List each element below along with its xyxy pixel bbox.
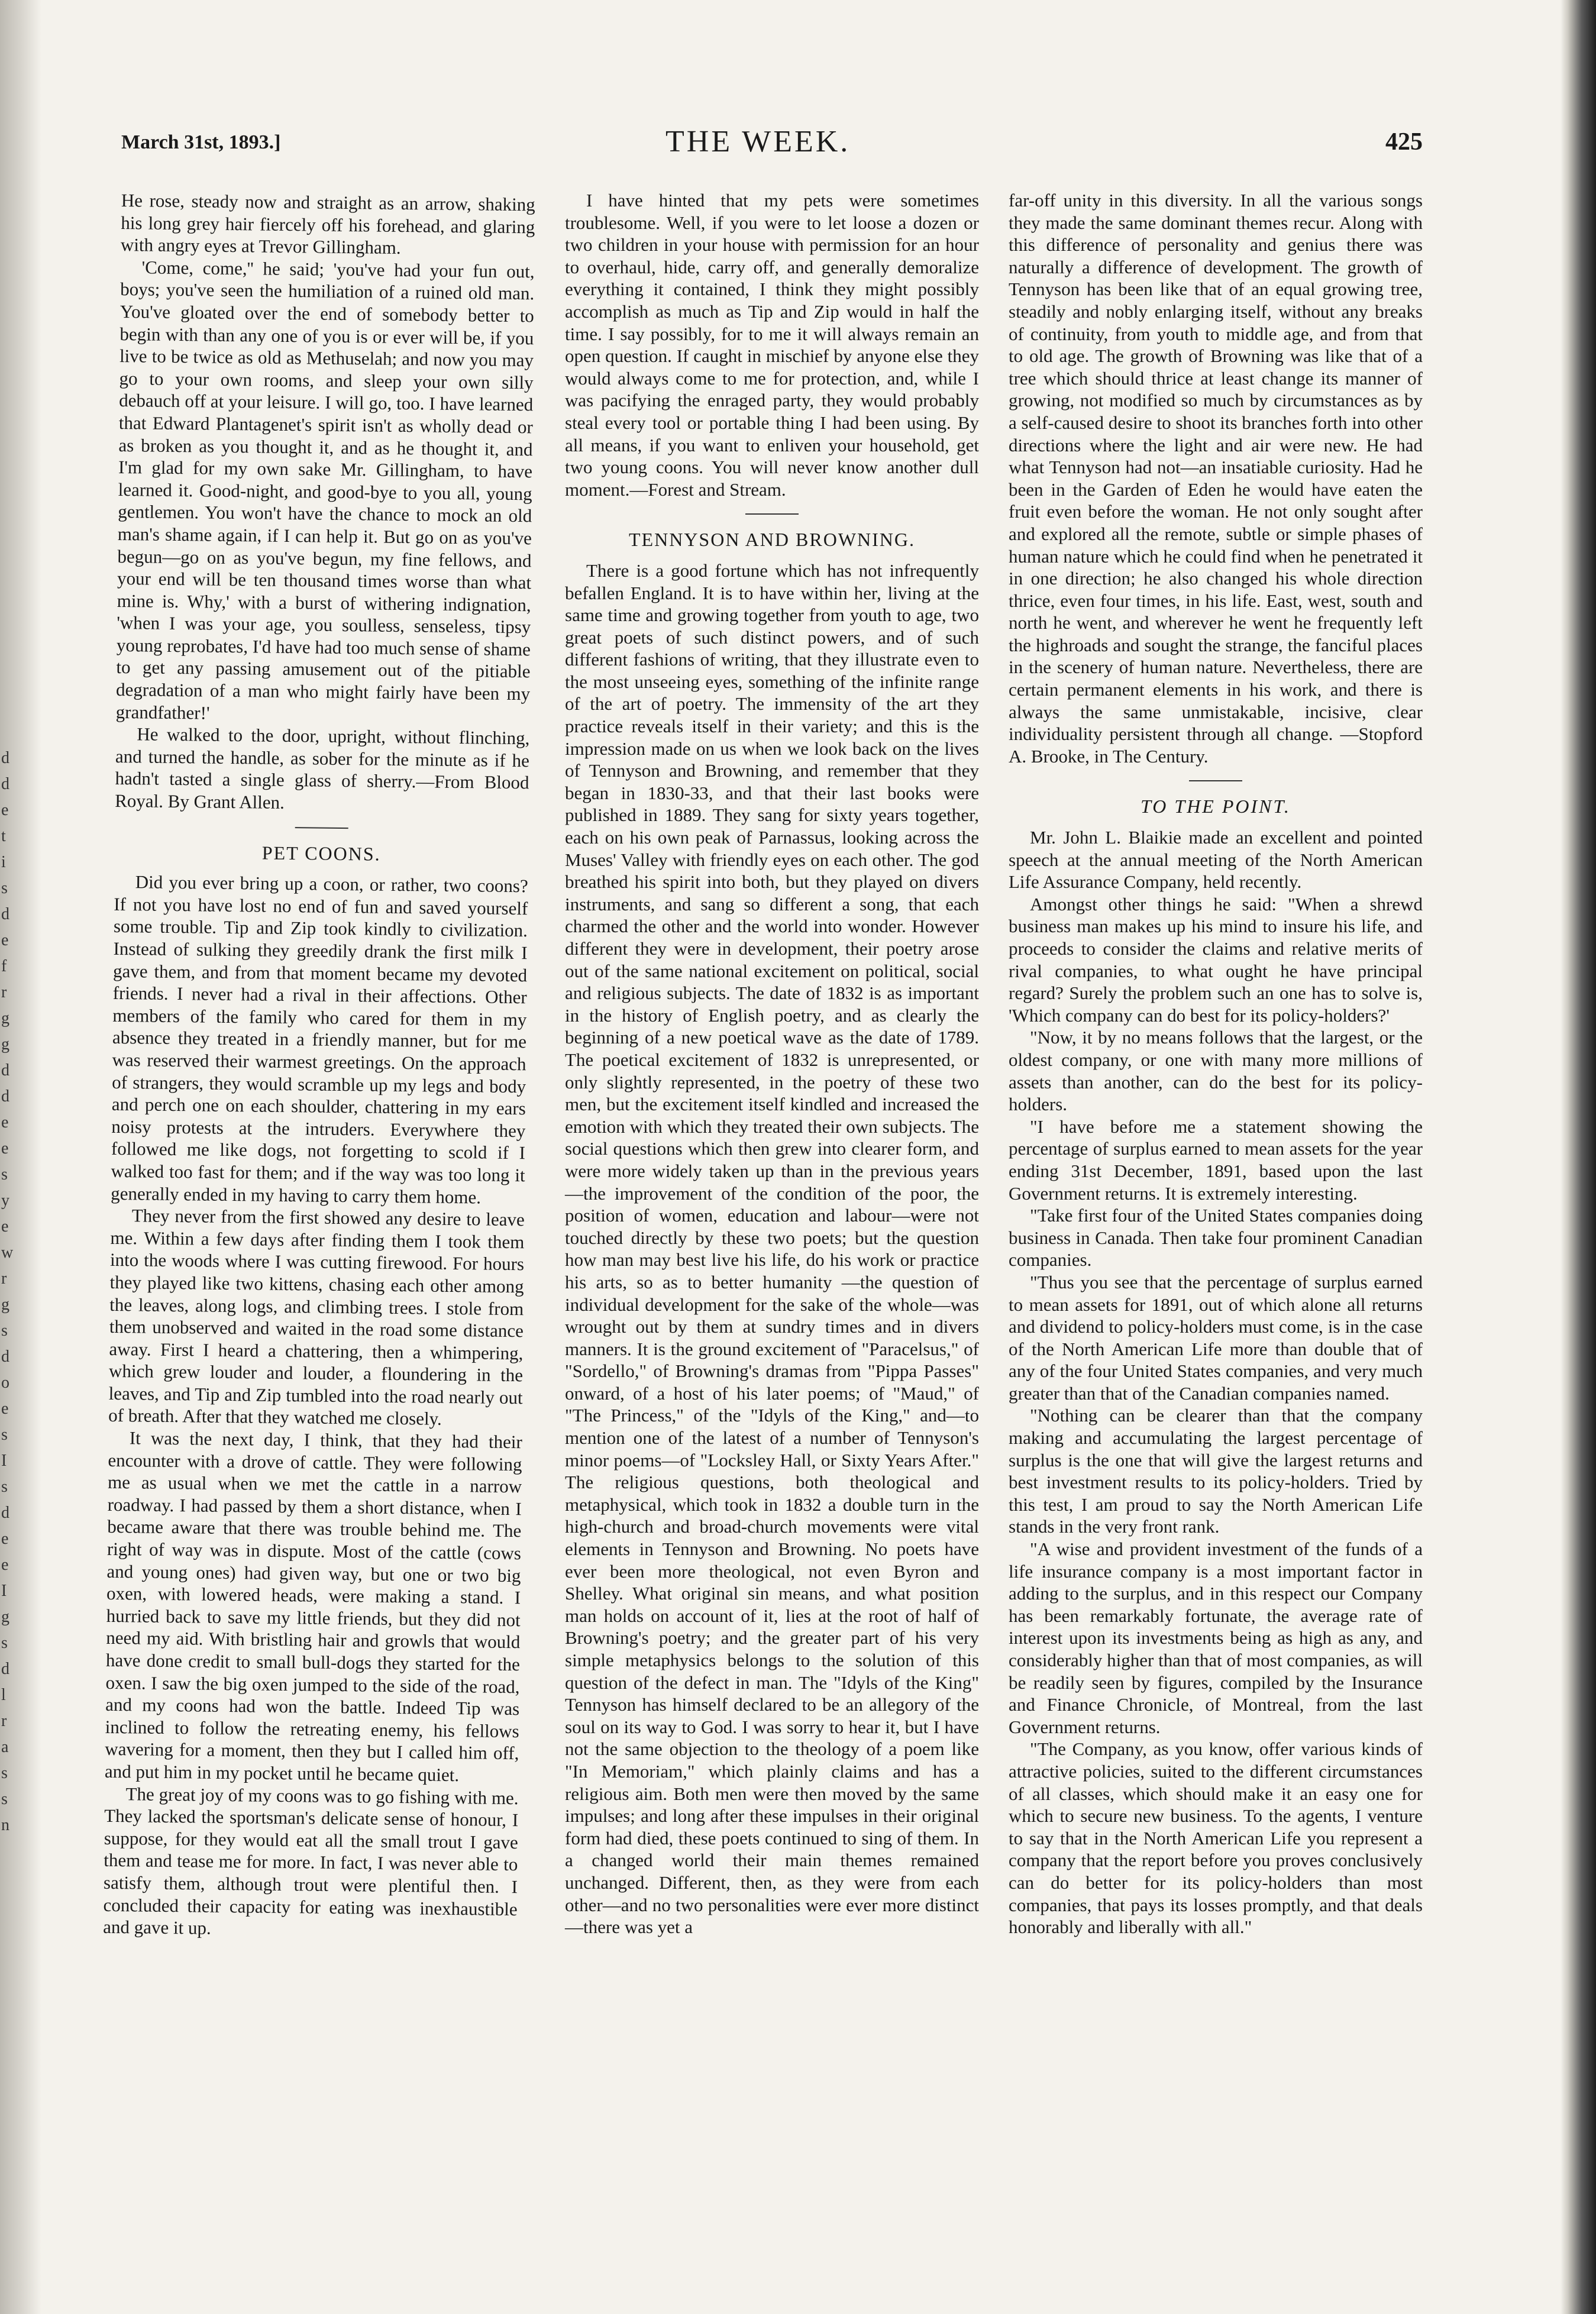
paragraph: far-off unity in this diversity. In all the various songs they made the same dominant themes recur. Along with this difference of personality and genius there was naturally a difference of development. The growth of Tennyson has been like that of an equal growing tree, steadily and nobly enlarging itself, without any breaks of continuity, from youth to middle age, and from that to old age. The growth of Browning was like that of a tree which should thrice at least change its manner of growing, not modified so much by circumstances as by a self-caused desire to shoot its branches forth into other directions where the light and air were new. He had what Tennyson had not—an insatiable curiosity. Had he been in the Garden of Eden he would have eaten the fruit even before the woman. He not only sought after and explored all the remote, subtle or simple phases of human nature which he could find when he penetrated it in one direction; he also changed his whole direction thrice, even four times, in his life. East, west, south and north he went, and wherever he went he frequently left the highroads and sought the strange, the fanciful places in the scenery of human nature. Nevertheless, there are certain permanent elements in his work, and there is always the same unmistakable, incisive, clear individuality persistent through all change. —Stopford A. Brooke, in The Century. (1009, 190, 1423, 767)
margin-letter: e (1, 1556, 9, 1574)
paragraph: "Now, it by no means follows that the largest, or the oldest company, or one with many more millions of assets than another, can do the best for its policy-holders. (1009, 1027, 1423, 1115)
facing-page-margin-text (1, 745, 19, 1838)
pet-coons-continuation (565, 189, 979, 500)
margin-letter: i (1, 853, 6, 871)
section-divider (745, 513, 799, 515)
margin-letter: g (1, 1035, 9, 1053)
margin-letter: d (1, 749, 9, 767)
margin-letter: d (1, 1087, 9, 1106)
margin-letter: s (1, 1790, 8, 1808)
section-divider (1189, 780, 1242, 781)
margin-letter: e (1, 1139, 9, 1158)
margin-letter: d (1, 1347, 9, 1366)
margin-letter: g (1, 1295, 9, 1314)
margin-letter: I (1, 1452, 7, 1470)
margin-letter: g (1, 1009, 9, 1027)
column-3 (1009, 189, 1423, 1938)
margin-letter: t (1, 827, 6, 845)
margin-letter: e (1, 1217, 9, 1236)
margin-letter: d (1, 775, 9, 793)
paragraph: "I have before me a statement showing the percentage of surplus earned to mean assets for the year ending 31st December, 1891, based upon the last Government returns. It is extremely interesting. (1009, 1116, 1423, 1204)
paragraph: "The Company, as you know, offer various kinds of attractive policies, suited to the different circumstances of all classes, which should make it an easy one for which to secure new business. To the agents, I venture to say that in the North American Life you represent a company that the report before you proves conclusively can do better for its policy-holders than most companies, that pays its losses promptly, and that deals honorably and liberally with all." (1009, 1738, 1423, 1938)
tennyson-browning-article (565, 560, 979, 1938)
to-the-point-article (1009, 826, 1423, 1938)
section-title-pet-coons: PET COONS. (261, 842, 381, 865)
margin-letter: y (1, 1191, 9, 1210)
column-1 (103, 189, 535, 1943)
paragraph: Mr. John L. Blaikie made an excellent and pointed speech at the annual meeting of the North American Life Assurance Company, held recently. (1009, 827, 1423, 893)
margin-letter: d (1, 1504, 9, 1522)
margin-letter: d (1, 905, 9, 923)
pet-coons-article (103, 871, 528, 1943)
margin-letter: l (1, 1686, 6, 1704)
paragraph: There is a good fortune which has not infrequently befallen England. It is to have within her, living at the same time and growing together from youth to age, two great poets of such distinct powers, and of such different fashions of writing, that they illustrate even to the most unseeing eyes, something of the infinite range of the art of poetry. The immensity of the art they practice reveals itself in their variety; and this is the impression made on us when we look back on the lives of Tennyson and Browning, and remember that they began in 1830-33, and that their last books were published in 1889. They sang for sixty years together, each on his own peak of Parnassus, looking across the Muses' Valley with friendly eyes on each other. The god breathed his spirit into both, but they played on divers instruments, and sang so different a song, that each charmed the other and the world into wonder. However different they were in development, their poetry arose out of the same national excitement on political, social and religious subjects. The date of 1832 is as important in the history of English poetry, and as clearly the beginning of a new poetical wave as the date of 1789. The poetical excitement of 1832 is unrepresented, or only slightly represented, in the poetry of these two men, but the excitement itself kindled and increased the emotion with which they treated their own subjects. The social questions which then grew into clearer form, and were more widely taken up than in the previous years —the improvement of the condition of the poor, the position of women, education and labour—were not touched directly by these two poets; but the question how man may best live his life, do his work or practice his arts, so as to better humanity —the question of individual development for the sake of the whole—was wrought out by them at sundry times and in divers manners. It is the ground excitement of "Paracelsus," of "Sordello," of Browning's dramas from "Pippa Passes" onward, of a host of his later poems; of "Maud," of "The Princess," of the "Idyls of the King," and—to mention one of the latest of a number of Tennyson's minor poems—of "Locksley Hall, or Sixty Years After." The religious questions, both theological and metaphysical, which took in 1832 a double turn in the high-church and broad-church movements were vital elements in Tennyson and Browning. No poets have ever been more theological, not even Byron and Shelley. What original sin means, and what position man holds on account of it, lies at the root of half of Browning's poetry; and the greater part of his very simple metaphysics belongs to the solution of this question of the defect in man. The "Idyls of the King" Tennyson has himself declared to be an allegory of the soul on its way to God. I was sorry to hear it, but I have not the same objection to the theology of a poem like "In Memoriam," which plainly claims and has a religious aim. Both men were then moved by the same impulses; and long after these impulses in their original form had died, these poets continued to sing of them. In a changed world their main themes remained unchanged. Different, then, as they were from each other—and no two personalities were ever more distinct—there was yet a (565, 560, 979, 1938)
margin-letter: g (1, 1608, 9, 1626)
margin-letter: r (1, 1269, 7, 1288)
margin-letter: s (1, 1478, 8, 1496)
margin-letter: e (1, 801, 9, 819)
tennyson-browning-continuation (1009, 189, 1423, 767)
margin-letter: s (1, 1165, 8, 1184)
margin-letter: w (1, 1243, 14, 1262)
margin-letter: f (1, 957, 7, 975)
margin-letter: s (1, 1634, 8, 1652)
section-title-tennyson-browning: TENNYSON AND BROWNING. (629, 529, 915, 551)
paragraph: They never from the first showed any desire to leave me. Within a few days after finding them I took them into the woods where I was cutting firewood. For hours they played like two kittens, chasing each other among the leaves, along logs, and climbing trees. I stole from them unobserved and waited in the road some distance away. First I heard a chattering, then a whimpering, which grew louder and louder, a floundering in the leaves, and Tip and Zip tumbled into the road nearly out of breath. After that they watched me closely. (108, 1205, 525, 1430)
paragraph: The great joy of my coons was to go fishing with me. They lacked the sportsman's delicate sense of honour, I suppose, for they would eat all the small trout I gave them and tease me for more. In fact, I was never able to satisfy them, although trout were plentiful then. I concluded their capacity for eating was inexhaustible and gave it up. (103, 1783, 519, 1938)
margin-letter: s (1, 879, 8, 897)
margin-letter: e (1, 1530, 9, 1548)
paragraph: It was the next day, I think, that they had their encounter with a drove of cattle. They were following me as usual when we met the cattle in a narrow roadway. I had passed by them a short distance, when I became aware that there was trouble behind me. The right of way was in dispute. Most of the cattle (cows and young ones) had given way, but one or two big oxen, with lowered heads, were making a stand. I hurried back to save my little friends, but they did not need my aid. With bristling hair and growls that would have done credit to small bull-dogs they started for the oxen. I saw the big oxen jumped to the side of the road, and my coons had won the battle. Indeed Tip was inclined to follow the retreating enemy, his fellows wavering for a moment, then they but I called him off, and put him in my pocket until he became quiet. (104, 1427, 523, 1786)
blood-royal-excerpt (115, 189, 535, 816)
paragraph: Did you ever bring up a coon, or rather, two coons? If not you have lost no end of fun and saved yourself some trouble. Tip and Zip took kindly to civilization. Instead of sulking they greedily drank the first milk I gave them, and from that moment became my devoted friends. I never had a rival in their affections. Other members of the family who cared for them in my absence they treated in a friendly manner, but for me was reserved their warmest greetings. On the approach of strangers, they would scramble up my legs and body and perch one on each shoulder, chattering in my ears noisy protests at the intruders. Everywhere they followed me like dogs, not forgetting to scold if I walked too fast for them; and if the way was too long it generally ended in my having to carry them home. (111, 871, 528, 1207)
section-title-to-the-point: TO THE POINT. (1141, 796, 1291, 817)
margin-letter: n (1, 1816, 9, 1834)
paragraph: "Take first four of the United States companies doing business in Canada. Then take four prominent Canadian companies. (1009, 1205, 1423, 1271)
right-page-edge (1561, 0, 1596, 2314)
paragraph: "A wise and provident investment of the funds of a life insurance company is a most important factor in adding to the surplus, and in this respect our Company has been remarkably fortunate, the average rate of interest upon its investments being as high as any, and considerably higher than that of most companies, as will be readily seen by figures, compiled by the Insurance and Finance Chronicle, of Montreal, from the last Government returns. (1009, 1539, 1423, 1737)
margin-letter: s (1, 1764, 8, 1782)
paragraph: Amongst other things he said: "When a shrewd business man makes up his mind to insure his life, and proceeds to consider the claims and relative merits of rival companies, to what ought he have principal regard? Surely the problem such an one has to solve is, 'Which company can do best for its policy-holders?' (1009, 893, 1423, 1026)
margin-letter: s (1, 1426, 8, 1444)
paragraph: I have hinted that my pets were sometimes troublesome. Well, if you were to let loose a dozen or two children in your house with permission for an hour to overhaul, hide, carry off, and generally demoralize everything it contained, I think they might possibly accomplish as much as Tip and Zip would in half the time. I say possibly, for to me it will always remain an open question. If caught in mischief by anyone else they would always come to me for protection, and, while I was pacifying the enraged party, they would probably steal every tool or portable thing I had been using. By all means, if you want to enliven your household, get two young coons. You will never know another dull moment.—Forest and Stream. (565, 190, 979, 500)
margin-letter: r (1, 1712, 7, 1730)
margin-letter: d (1, 1660, 9, 1678)
margin-letter: e (1, 931, 9, 949)
margin-letter: o (1, 1373, 9, 1392)
paragraph: 'Come, come,'' he said; 'you've had your fun out, boys; you've seen the humiliation of a ruined old man. You've gloated over the end of somebody better to begin with than any one of you is or ever will be, if you live to be twice as old as Methuselah; and now you may go to your own rooms, and sleep your own silly debauch off at your leisure. I will go, too. I have learned that Edward Plantagenet's spirit isn't as wholly dead or as broken as you thought it, and as he thought it, and I'm glad for my own sake Mr. Gillingham, to have learned it. Good-night, and good-bye to you all, young gentlemen. You won't have the chance to mock an old man's shame again, if I can help it. But go on as you've begun—go on as you've begun, my fine fellows, and your end will be ten thousand times worse than what mine is. Why,' with a burst of withering indignation, 'when I was your age, you soulless, senseless, tipsy young reprobates, I'd have had too much sense of shame to get any passing amusement out of the pitiable degradation of a man who might fairly have been my grandfather!' (115, 257, 535, 723)
margin-letter: I (1, 1582, 7, 1600)
paragraph: "Nothing can be clearer than that the company making and accumulating the largest percentage of surplus is the one that will give the largest returns and best investment results to its policy-holders. Tried by this test, I am proud to say the North American Life stands in the very front rank. (1009, 1405, 1423, 1537)
margin-letter: s (1, 1321, 8, 1340)
issue-date: March 31st, 1893.] (121, 131, 281, 153)
margin-letter: e (1, 1113, 9, 1132)
margin-letter: e (1, 1400, 9, 1418)
section-divider (295, 827, 348, 829)
page-number: 425 (1385, 128, 1423, 156)
paragraph: He rose, steady now and straight as an arrow, shaking his long grey hair fiercely off his forehead, and glaring with angry eyes at Trevor Gillingham. (120, 189, 535, 258)
paragraph: He walked to the door, upright, without flinching, and turned the handle, as sober for the minute as if he hadn't tasted a single glass of sherry.—From Blood Royal. By Grant Allen. (114, 723, 530, 813)
masthead-title: THE WEEK. (665, 125, 851, 159)
paragraph: "Thus you see that the percentage of surplus earned to mean assets for 1891, out of which alone all returns and dividend to policy-holders must come, is in the case of the North American Life more than double that of any of the four United States companies, and very much greater than that of the Canadian companies named. (1009, 1271, 1423, 1404)
margin-letter: r (1, 983, 7, 1001)
column-2 (565, 189, 979, 1938)
page-header (121, 124, 1423, 172)
margin-letter: a (1, 1738, 9, 1756)
margin-letter: d (1, 1061, 9, 1080)
